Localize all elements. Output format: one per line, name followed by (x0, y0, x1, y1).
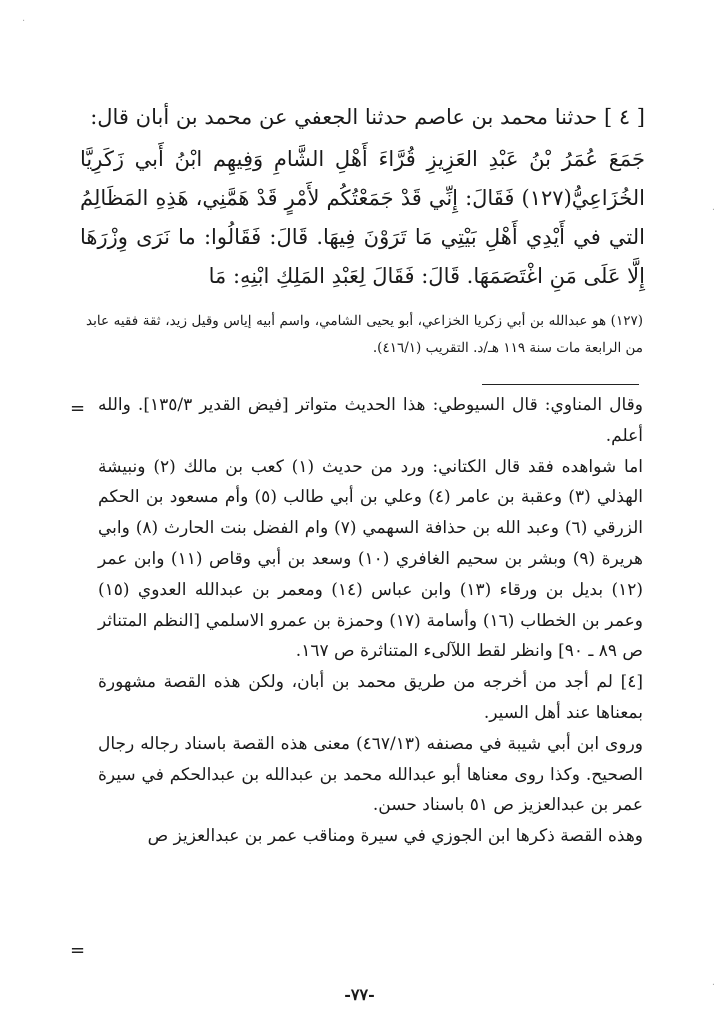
scan-edge-mark: · (711, 205, 715, 216)
footnote: (١٢٧) هو عبدالله بن أبي زكريا الخزاعي، أبو يحيى الشامي، واسم أبيه إياس وقيل زيد، ثقة فقيه عابد من الرابعة مات سنة ١١٩ هـ/د. التقريب (٤١٦/١). (86, 313, 643, 356)
continuation-marker: = (70, 398, 86, 419)
commentary (98, 390, 643, 852)
commentary-paragraph: وقال المناوي: قال السيوطي: هذا الحديث متواتر [فيض القدير ١٣٥/٣]. والله أعلم. (98, 395, 644, 446)
hadith-text: جَمَعَ عُمَرُ بْنُ عَبْدِ العَزِيزِ قُرَّاءَ أَهْلِ الشَّامِ وَفِيهِم ابْنُ أَبي زَكَرِيَّا الخُزَاعِيُّ(١٢٧) فَقَالَ: إِنِّي قَدْ جَمَعْتُكُم لأَمْرٍ قَدْ هَمَّنِي، هَذِهِ المَظَالِمُ التي في أَيْدِي أَهْلِ بَيْتِي مَا تَرَوْنَ فِيهَا. قَالَ: فَقَالُوا: ما نَرَى وِزْرَهَا إِلَّا عَلَى مَنِ اغْتَصَمَهَا. قَالَ: فَقَالَ لِعَبْدِ المَلِكِ ابْنِهِ: مَا (80, 147, 645, 288)
commentary-divider (482, 384, 639, 385)
page-number: -٧٧- (344, 985, 375, 1004)
hadith-chain-heading: [ ٤ ] حدثنا محمد بن عاصم حدثنا الجعفي عن محمد بن أبان قال: (90, 105, 645, 129)
commentary-paragraph: اما شواهده فقد قال الكتاني: ورد من حديث (١) كعب بن مالك (٢) ونبيشة الهذلي (٣) وعقبة بن عامر (٤) وعلي بن أبي طالب (٥) وأم مسعود بن الحكم الزرقي (٦) وعبد الله بن حذافة السهمي (٧) وام الفضل بنت الحارث (٨) وابي هريرة (٩) وبشر بن سحيم الغافري (١٠) وسعد بن أبي وقاص (١١) وابن عمر (١٢) بديل بن ورقاء (١٣) وابن عباس (١٤) ومعمر بن عبدالله العدوي (١٥) وعمر بن الخطاب (١٦) وأسامة (١٧) وحمزة بن عمرو الاسلمي [النظم المتناثر ص ٨٩ ـ ٩٠] وانظر لقط اللآلىء المتناثرة ص ١٦٧. (98, 456, 644, 662)
continuation-marker: = (70, 940, 86, 961)
commentary-paragraph: [٤] لم أجد من أخرجه من طريق محمد بن أبان، ولكن هذه القصة مشهورة بمعناها عند أهل السير. (98, 672, 643, 723)
scan-edge-mark: · (22, 16, 26, 27)
scan-edge-mark: · (711, 980, 715, 991)
commentary-paragraph: وهذه القصة ذكرها ابن الجوزي في سيرة ومناقب عمر بن عبدالعزيز ص (147, 826, 643, 847)
commentary-paragraph: وروى ابن أبي شيبة في مصنفه (٤٦٧/١٣) معنى هذه القصة باسناد رجاله رجال الصحيح. وكذا روى معناها أبو عبدالله محمد بن عبدالله بن عبدالحكم في سيرة عمر بن عبدالعزيز ص ٥١ باسناد حسن. (98, 733, 643, 816)
